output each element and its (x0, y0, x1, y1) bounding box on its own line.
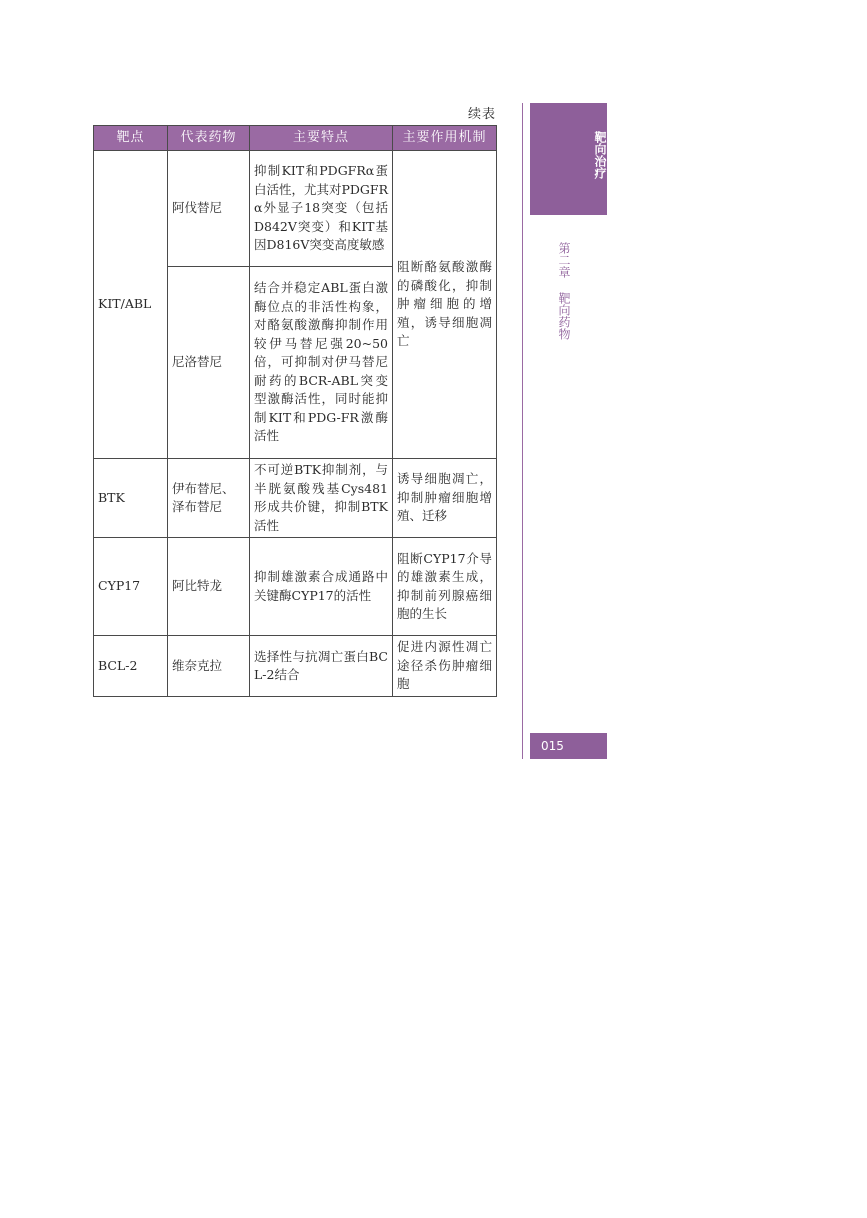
continued-label: 续表 (467, 107, 496, 122)
header-features: 主要特点 (250, 126, 393, 151)
section-tab (530, 103, 607, 215)
cell-target: BCL-2 (94, 636, 168, 697)
cell-features: 抑制KIT和PDGFRα蛋白活性，尤其对PDGFRα外显子18突变（包括D842V突变）和KIT基因D816V突变高度敏感 (250, 151, 393, 267)
cell-target: BTK (94, 459, 168, 538)
table-row (94, 538, 497, 636)
table-header-row (94, 126, 497, 151)
chapter-title: 靶向药物 (557, 292, 571, 340)
cell-drug: 阿比特龙 (168, 538, 250, 636)
cell-target: CYP17 (94, 538, 168, 636)
table-row (94, 151, 497, 267)
page-number: 015 (530, 733, 607, 759)
cell-mechanism: 阻断CYP17介导的雄激素生成，抑制前列腺癌细胞的生长 (393, 538, 497, 636)
chapter-heading (555, 242, 571, 340)
cell-mechanism: 促进内源性凋亡途径杀伤肿瘤细胞 (393, 636, 497, 697)
section-tab-label: 靶向治疗 (593, 131, 607, 179)
cell-target: KIT/ABL (94, 151, 168, 459)
header-drug: 代表药物 (168, 126, 250, 151)
sidebar-divider (522, 103, 523, 759)
chapter-number: 第二章 (557, 242, 571, 278)
cell-mechanism: 诱导细胞凋亡，抑制肿瘤细胞增殖、迁移 (393, 459, 497, 538)
cell-drug: 阿伐替尼 (168, 151, 250, 267)
cell-features: 选择性与抗凋亡蛋白BCL-2结合 (250, 636, 393, 697)
cell-features: 不可逆BTK抑制剂，与半胱氨酸残基Cys481形成共价键，抑制BTK活性 (250, 459, 393, 538)
cell-drug: 伊布替尼、泽布替尼 (168, 459, 250, 538)
header-target: 靶点 (94, 126, 168, 151)
header-mechanism: 主要作用机制 (393, 126, 497, 151)
cell-features: 结合并稳定ABL蛋白激酶位点的非活性构象，对酪氨酸激酶抑制作用较伊马替尼强20~50倍，可抑制对伊马替尼耐药的BCR-ABL突变型激酶活性，同时能抑制KIT和PDG-FR激酶活性 (250, 267, 393, 459)
cell-drug: 维奈克拉 (168, 636, 250, 697)
cell-mechanism: 阻断酪氨酸激酶的磷酸化，抑制肿瘤细胞的增殖，诱导细胞凋亡 (393, 151, 497, 459)
cell-features: 抑制雄激素合成通路中关键酶CYP17的活性 (250, 538, 393, 636)
cell-drug: 尼洛替尼 (168, 267, 250, 459)
table-row (94, 459, 497, 538)
drug-table (93, 125, 497, 697)
table-row (94, 636, 497, 697)
